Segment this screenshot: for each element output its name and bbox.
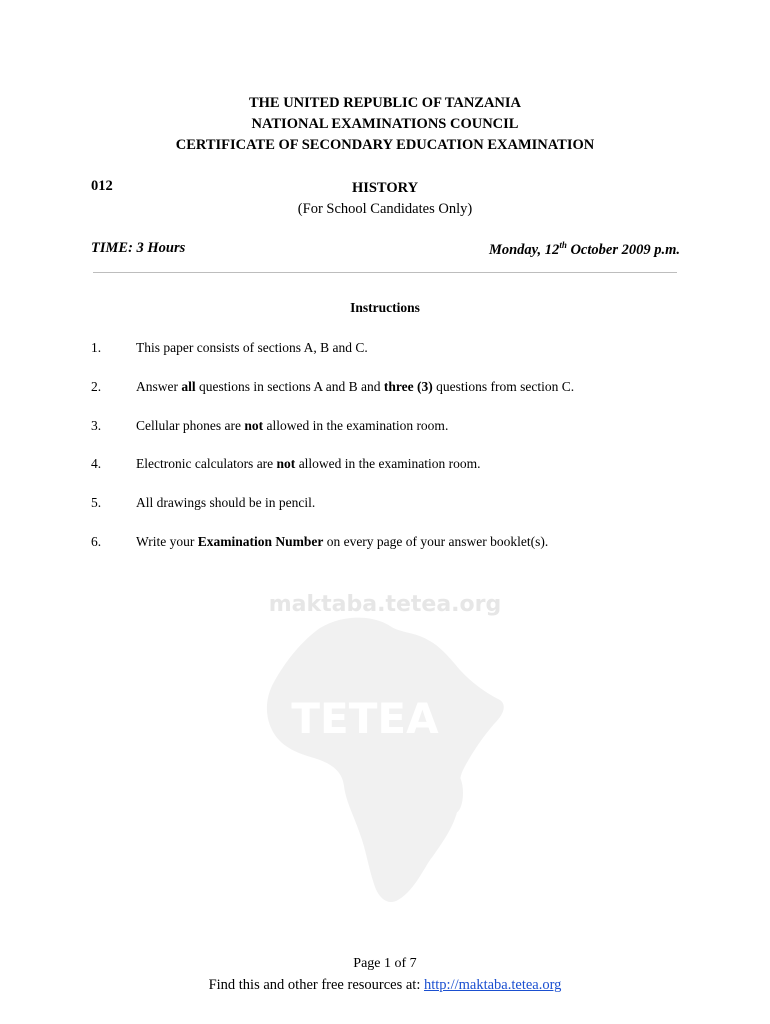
africa-shape <box>267 618 504 902</box>
madagascar-shape <box>447 773 463 813</box>
instruction-text <box>136 418 448 434</box>
exam-date-day: Monday, 12 <box>488 241 560 258</box>
instruction-number: 2. <box>91 378 102 394</box>
instruction-text <box>136 379 574 395</box>
instruction-emphasis: not <box>276 456 296 472</box>
instruction-fragment: Electronic calculators are <box>136 456 277 472</box>
subject-title: HISTORY <box>351 180 419 196</box>
header-council: NATIONAL EXAMINATIONS COUNCIL <box>251 116 519 132</box>
instruction-number: 5. <box>91 495 102 511</box>
page-number: Page 1 of 7 <box>353 956 417 971</box>
header-divider <box>93 272 677 273</box>
instruction-emphasis: not <box>244 417 264 433</box>
time-row <box>91 240 680 259</box>
instruction-number: 4. <box>91 456 102 472</box>
instruction-text <box>136 456 481 472</box>
exam-date <box>489 240 680 259</box>
exam-duration: TIME: 3 Hours <box>91 240 186 256</box>
instruction-fragment: allowed in the examination room. <box>263 417 449 433</box>
footer-resources <box>0 977 770 994</box>
footer-resources-text: Find this and other free resources at: <box>208 977 424 993</box>
instruction-fragment: questions in sections A and B and <box>195 378 384 394</box>
instruction-fragment: All drawings should be in pencil. <box>136 495 316 511</box>
watermark-logo-text: TETEA <box>291 694 439 743</box>
instruction-fragment: Cellular phones are <box>136 417 245 433</box>
instruction-text <box>136 534 548 550</box>
header-country: THE UNITED REPUBLIC OF TANZANIA <box>248 95 522 111</box>
instruction-emphasis: three (3) <box>383 378 433 394</box>
instruction-fragment: questions from section C. <box>432 378 575 394</box>
header-exam-name: CERTIFICATE OF SECONDARY EDUCATION EXAMINATION <box>175 137 595 153</box>
instructions-title: Instructions <box>350 300 420 315</box>
watermark-url: maktaba.tetea.org <box>268 592 502 617</box>
africa-map-watermark <box>250 588 520 908</box>
exam-date-suffix: th <box>559 240 567 250</box>
exam-date-rest: October 2009 p.m. <box>566 241 680 258</box>
instruction-text <box>136 340 368 356</box>
instruction-number: 6. <box>91 534 102 549</box>
exam-header <box>0 93 770 156</box>
instruction-fragment: This paper consists of sections A, B and C. <box>136 340 368 355</box>
instruction-fragment: Answer <box>136 378 182 394</box>
instruction-text <box>136 495 315 511</box>
subject-code: 012 <box>91 178 113 194</box>
instruction-fragment: allowed in the examination room. <box>295 456 481 472</box>
candidates-note: (For School Candidates Only) <box>297 201 473 217</box>
instruction-fragment: Write your <box>136 534 198 549</box>
instruction-number: 3. <box>91 417 102 433</box>
resources-link[interactable]: http://maktaba.tetea.org <box>423 977 562 993</box>
instruction-number: 1. <box>91 340 102 355</box>
instruction-emphasis: Examination Number <box>197 534 324 549</box>
subject-block <box>0 178 770 220</box>
instruction-emphasis: all <box>181 378 196 394</box>
instruction-fragment: on every page of your answer booklet(s). <box>323 534 549 549</box>
